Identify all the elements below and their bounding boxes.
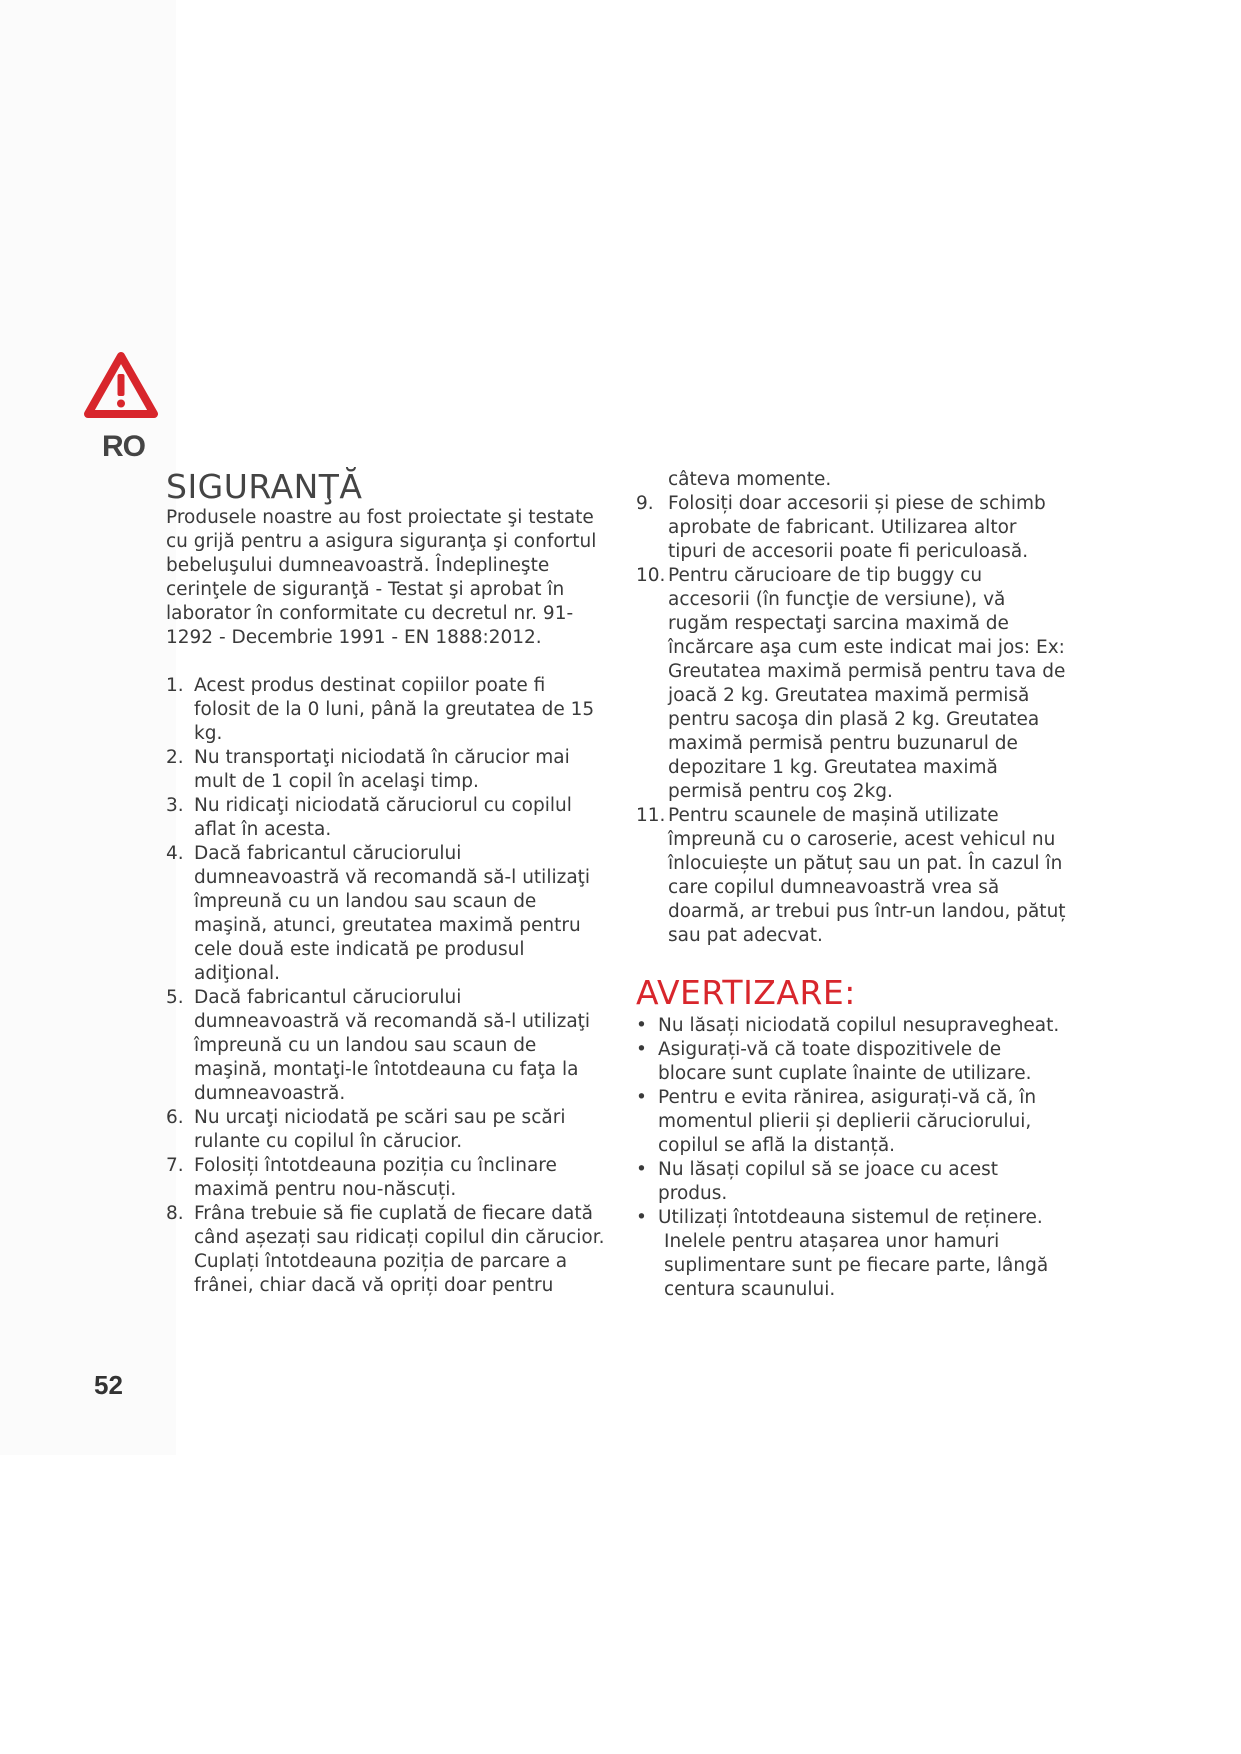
safety-list <box>166 674 606 1298</box>
side-strip <box>0 0 176 1455</box>
item-text: Acest produs destinat copiilor poate fi folosit de la 0 luni, până la greutatea de 15 kg. <box>194 675 595 744</box>
list-item <box>166 746 606 794</box>
bullet-icon: • <box>636 1159 647 1180</box>
item-text: Folosiți întotdeauna poziția cu înclinare maximă pentru nou-născuți. <box>194 1155 557 1200</box>
list-item <box>636 1206 1066 1230</box>
language-code: RO <box>102 430 145 463</box>
item-text: Folosiți doar accesorii și piese de schimb aprobate de fabricant. Utilizarea altor tipuri de accesorii poate fi periculoasă. <box>668 493 1046 562</box>
bullet-icon: • <box>636 1039 647 1060</box>
list-item <box>636 804 1066 948</box>
warning-list <box>636 1014 1066 1230</box>
list-item <box>636 564 1066 804</box>
item-number: 5. <box>166 987 184 1008</box>
bullet-text: Utilizați întotdeauna sistemul de reținere. <box>658 1207 1043 1228</box>
item-text: Nu urcaţi niciodată pe scări sau pe scări rulante cu copilul în cărucior. <box>194 1107 566 1152</box>
left-column <box>166 468 606 1298</box>
item-number: 3. <box>166 795 184 816</box>
item-text: Nu ridicaţi niciodată căruciorul cu copilul aflat în acesta. <box>194 795 572 840</box>
safety-title: SIGURANŢĂ <box>166 467 363 506</box>
bullet-icon: • <box>636 1207 647 1228</box>
list-item <box>166 986 606 1106</box>
list-item <box>166 674 606 746</box>
safety-intro: Produsele noastre au fost proiectate şi testate cu grijă pentru a asigura siguranţa şi confortul bebeluşului dumneavoastră. Îndeplineşte cerinţele de siguranţă - Testat şi aprobat în laborator în conformitate cu decretul nr. 91-1292 - Decembrie 1991 - EN 1888:2012. <box>166 507 597 648</box>
list-item <box>166 794 606 842</box>
bullet-text: Pentru e evita rănirea, asigurați-vă că, în momentul plierii și deplierii căruciorului, copilul se află la distanță. <box>658 1087 1037 1156</box>
item-text: Pentru scaunele de mașină utilizate împreună cu o caroserie, acest vehicul nu înlocuiește un pătuț sau un pat. În cazul în care copilul dumneavoastră vrea să doarmă, ar trebui pus într-un landou, pătuț sau pat adecvat. <box>668 805 1066 946</box>
list-item <box>636 1086 1066 1158</box>
list-item <box>636 1158 1066 1206</box>
safety-list-continued <box>636 492 1066 948</box>
item-text: Pentru cărucioare de tip buggy cu accesorii (în funcţie de versiune), vă rugăm respectaţi sarcina maximă de încărcare aşa cum este indicat mai jos: Ex: Greutatea maximă permisă pentru tava de joacă 2 kg. Greutatea maximă permisă pentru sacoşa din plasă 2 kg. Greutatea maximă permisă pentru buzunarul de depozitare 1 kg. Greutatea maximă permisă pentru coş 2kg. <box>668 565 1066 802</box>
item-number: 8. <box>166 1203 184 1224</box>
bullet-text: Nu lăsați copilul să se joace cu acest produs. <box>658 1159 998 1204</box>
list-item <box>166 1202 606 1298</box>
right-column <box>636 468 1066 1302</box>
bullet-text: Asigurați-vă că toate dispozitivele de blocare sunt cuplate înainte de utilizare. <box>658 1039 1032 1084</box>
list-item <box>166 842 606 986</box>
item-number: 2. <box>166 747 184 768</box>
warning-triangle-icon <box>82 350 160 422</box>
warning-title: AVERTIZARE: <box>636 973 856 1012</box>
item-continuation: câteva momente. <box>668 469 832 490</box>
item-number: 4. <box>166 843 184 864</box>
list-item <box>166 1154 606 1202</box>
list-item <box>636 1014 1066 1038</box>
page-number: 52 <box>94 1370 123 1400</box>
item-number: 7. <box>166 1155 184 1176</box>
list-item <box>636 1038 1066 1086</box>
bullet-icon: • <box>636 1015 647 1036</box>
warning-trailing-text: Inelele pentru atașarea unor hamuri suplimentare sunt pe fiecare parte, lângă centura scaunului. <box>664 1231 1049 1300</box>
item-number: 11. <box>636 805 666 826</box>
item-text: Dacă fabricantul căruciorului dumneavoastră vă recomandă să-l utilizaţi împreună cu un landou sau scaun de maşină, montaţi-le întotdeauna cu faţa la dumneavoastră. <box>194 987 591 1104</box>
item-number: 1. <box>166 675 184 696</box>
item-text: Nu transportaţi niciodată în cărucior mai mult de 1 copil în acelaşi timp. <box>194 747 570 792</box>
bullet-text: Nu lăsați niciodată copilul nesupravegheat. <box>658 1015 1060 1036</box>
item-number: 10. <box>636 565 666 586</box>
item-text: Frâna trebuie să fie cuplată de fiecare dată când așezați sau ridicați copilul din cărucior. Cuplați întotdeauna poziția de parcare a frânei, chiar dacă vă opriți doar pentru <box>194 1203 605 1296</box>
bullet-icon: • <box>636 1087 647 1108</box>
list-item <box>166 1106 606 1154</box>
item-number: 9. <box>636 493 654 514</box>
item-text: Dacă fabricantul căruciorului dumneavoastră vă recomandă să-l utilizaţi împreună cu un landou sau scaun de maşină, atunci, greutatea maximă pentru cele două este indicată pe produsul adiţional. <box>194 843 591 984</box>
list-item <box>636 492 1066 564</box>
item-number: 6. <box>166 1107 184 1128</box>
